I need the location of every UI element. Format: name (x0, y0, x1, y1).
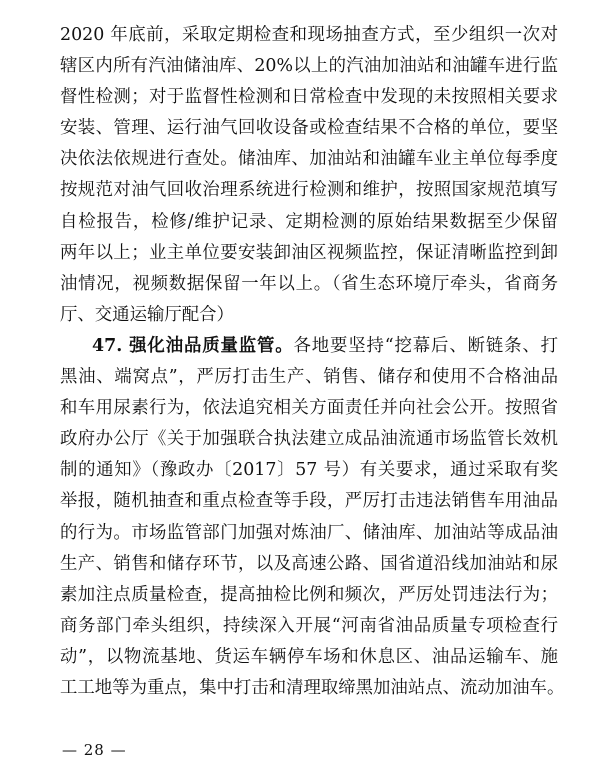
text-line: 决依法依规进行查处。储油库、加油站和油罐车业主单位每季度 (60, 149, 558, 170)
page-number: — 28 — (62, 741, 127, 759)
section-first-line (60, 331, 558, 362)
text-line: 辖区内所有汽油储油库、20%以上的汽油加油站和油罐车进行监 (60, 56, 558, 77)
text-line: 2020 年底前，采取定期检查和现场抽查方式，至少组织一次对 (60, 25, 558, 45)
text-line: 商务部门牵头组织，持续深入开展“河南省油品质量专项检查行 (60, 615, 558, 636)
text-line: 安装、管理、运行油气回收设备或检查结果不合格的单位，要坚 (60, 118, 558, 139)
text-line: 油情况，视频数据保留一年以上。（省生态环境厅牵头，省商务 (60, 273, 558, 294)
text-line: 的行为。市场监管部门加强对炼油厂、储油库、加油站等成品油 (60, 522, 558, 543)
section-heading: 47. 强化油品质量监管。 (92, 335, 294, 356)
text-line: 按规范对油气回收治理系统进行检测和维护，按照国家规范填写 (60, 180, 558, 201)
text-line: 动”，以物流基地、货运车辆停车场和休息区、油品运输车、施 (60, 646, 558, 667)
section-first-line-text: 各地要坚持“挖幕后、断链条、打 (293, 335, 558, 356)
text-line: 生产、销售和储存环节，以及高速公路、国省道沿线加油站和尿 (60, 553, 558, 574)
text-line: 素加注点质量检查，提高抽检比例和频次，严厉处罚违法行为； (60, 584, 558, 605)
text-line: 和车用尿素行为，依法追究相关方面责任并向社会公开。按照省 (60, 398, 558, 419)
text-line: 举报，随机抽查和重点检查等手段，严厉打击违法销售车用油品 (60, 491, 558, 512)
text-line: 厅、交通运输厅配合） (60, 304, 234, 325)
text-line: 工工地等为重点，集中打击和清理取缔黑加油站点、流动加油车。 (60, 677, 565, 698)
text-line: 黑油、端窝点”，严厉打击生产、销售、储存和使用不合格油品 (60, 367, 558, 388)
text-line: 政府办公厅《关于加强联合执法建立成品油流通市场监管长效机 (60, 429, 558, 450)
text-line: 督性检测；对于监督性检测和日常检查中发现的未按照相关要求 (60, 87, 558, 108)
text-line: 自检报告，检修/维护记录、定期检测的原始结果数据至少保留 (60, 211, 558, 232)
text-line: 制的通知》（豫政办〔2017〕57 号）有关要求，通过采取有奖 (60, 460, 558, 481)
text-line: 两年以上；业主单位要安装卸油区视频监控，保证清晰监控到卸 (60, 242, 558, 263)
body-text (60, 20, 565, 704)
